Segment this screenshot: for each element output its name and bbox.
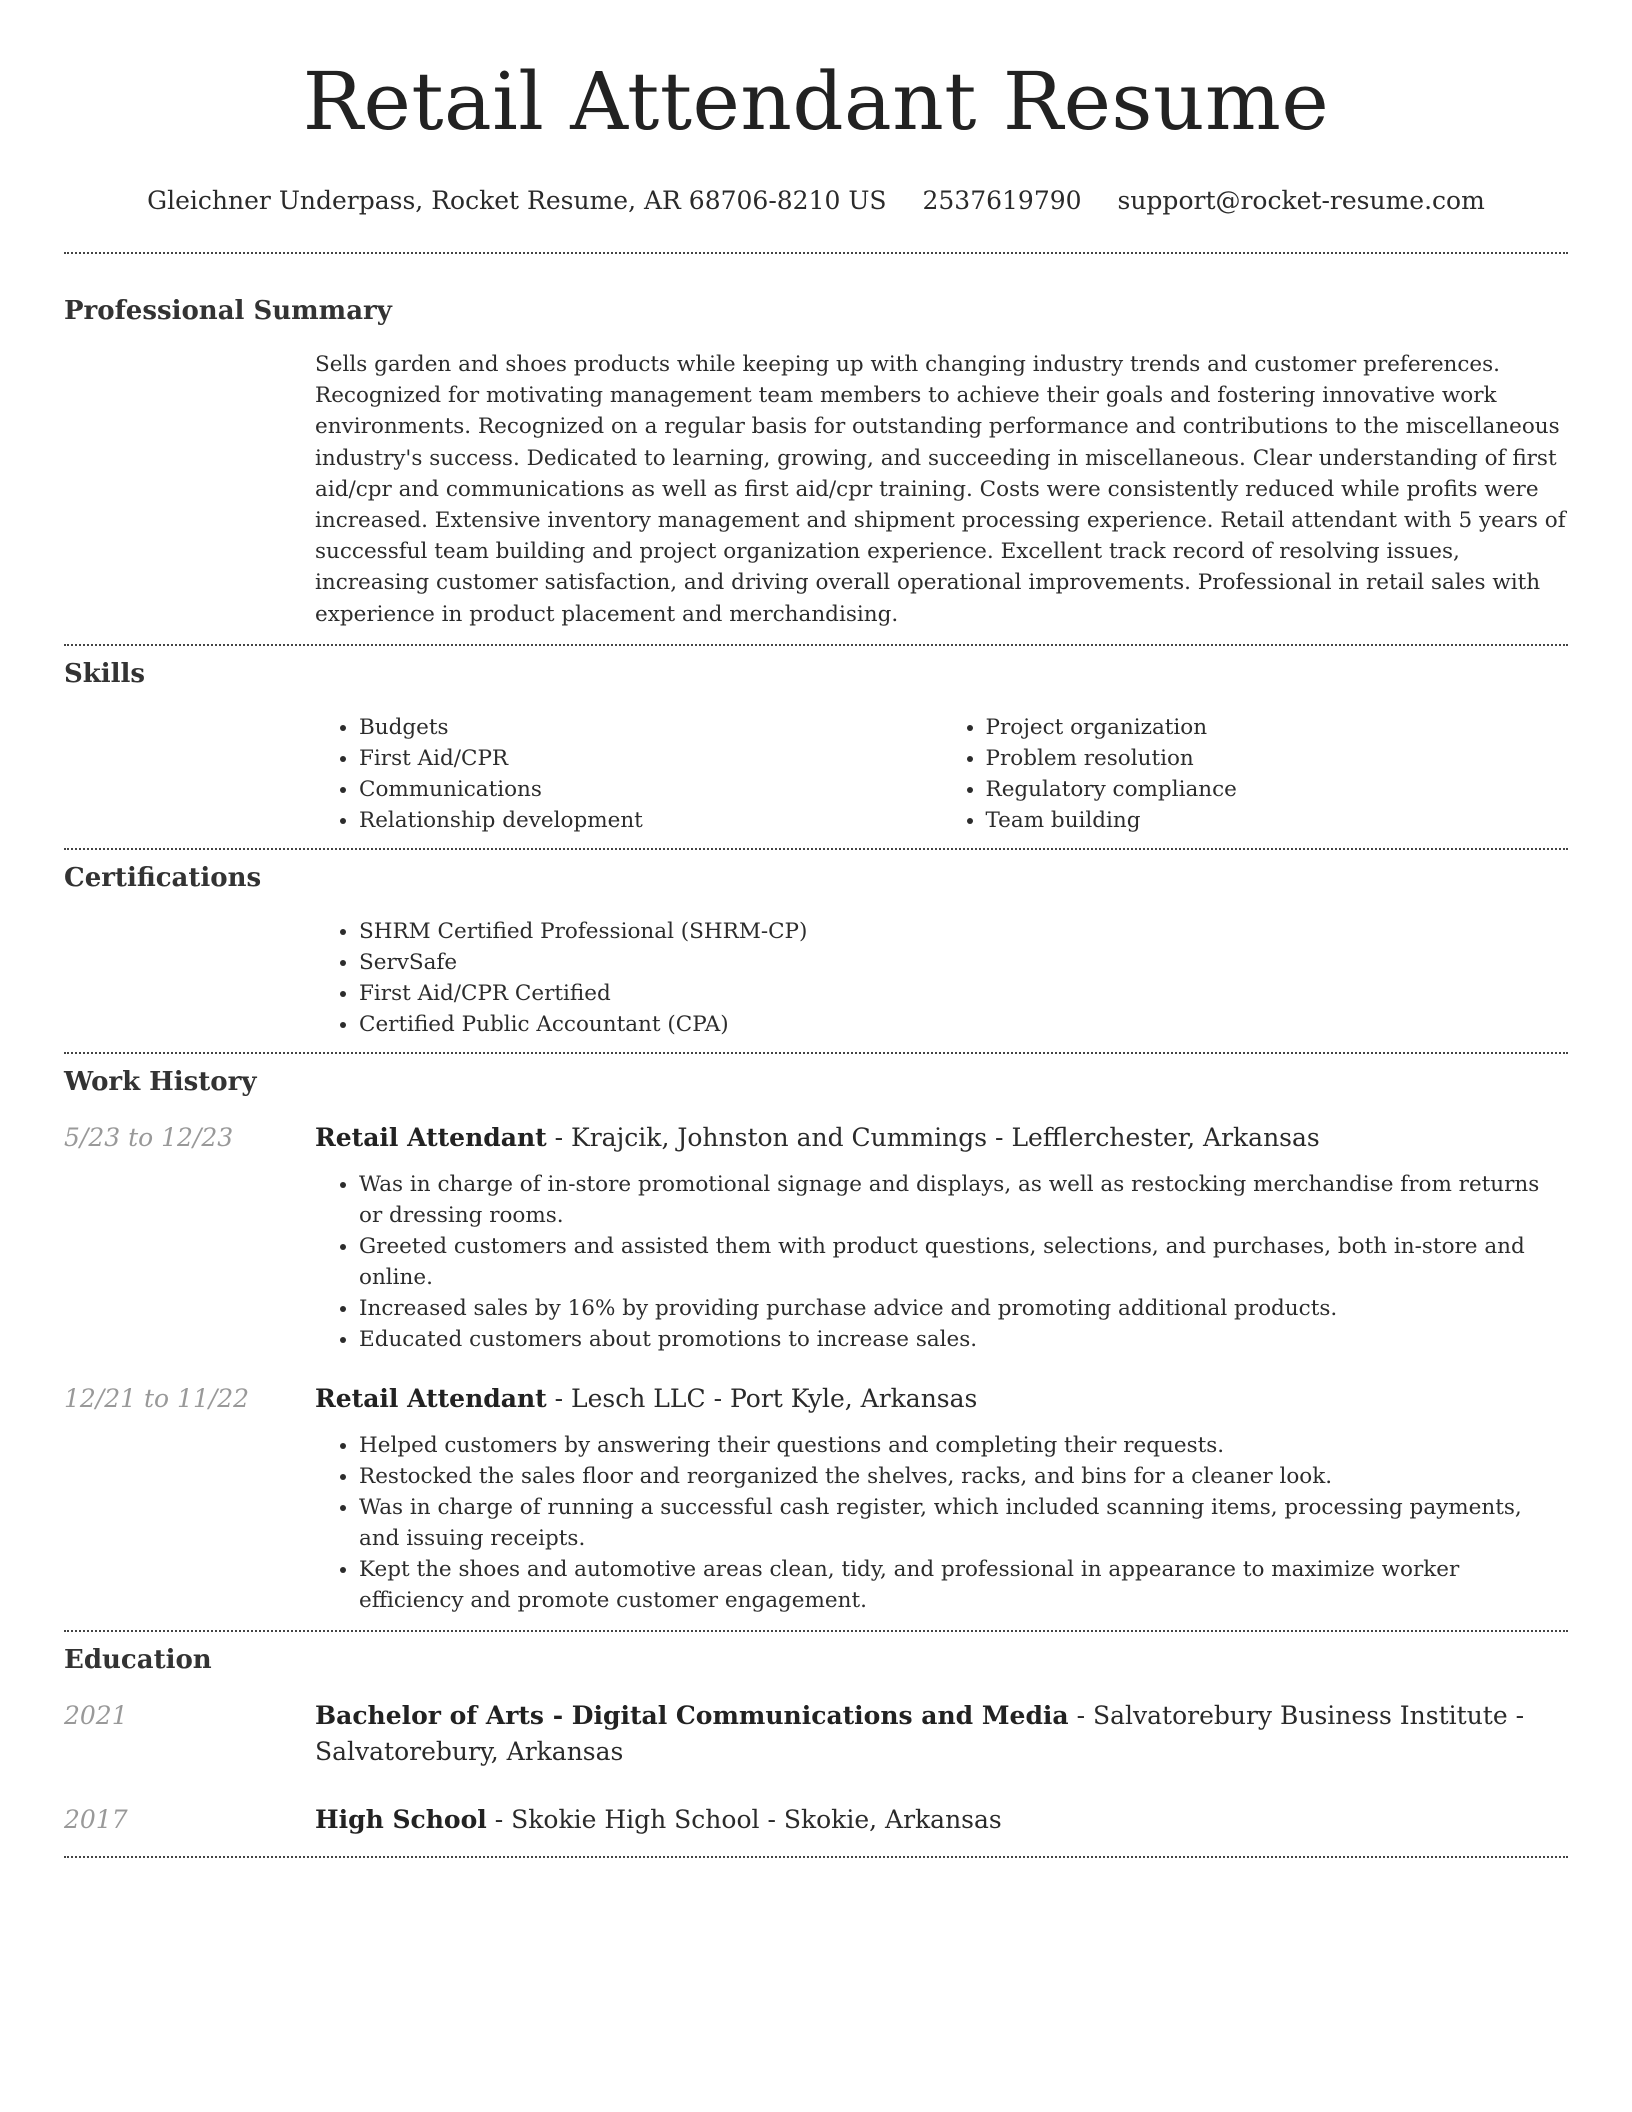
work-section: [64, 1064, 1568, 1616]
job-role: Retail Attendant: [315, 1383, 547, 1413]
certification-item: • SHRM Certified Professional (SHRM-CP): [359, 916, 1568, 947]
section-heading-education: Education: [64, 1644, 212, 1675]
contact-line: [64, 184, 1568, 218]
summary-text: Sells garden and shoes products while keeping up with changing industry trends and customer preferences. Recognized for motivating management team members to achieve their goals and fostering innovative work environments. Recognized on a regular basis for outstanding performance and contributions to the miscellaneous industry's success. Dedicated to learning, growing, and succeeding in miscellaneous. Clear understanding of first aid/cpr and communications as well as first aid/cpr training. Costs were consistently reduced while profits were increased. Extensive inventory management and shipment processing experience. Retail attendant with 5 years of successful team building and project organization experience. Excellent track record of resolving issues, increasing customer satisfaction, and driving overall operational improvements. Professional in retail sales with experience in product placement and merchandising.: [315, 352, 1566, 627]
job-bullet: • Helped customers by answering their questions and completing their requests.: [359, 1430, 1568, 1461]
divider: [64, 252, 1568, 254]
job-entry: [64, 1381, 1568, 1616]
divider: [64, 848, 1568, 850]
job-title: [315, 1381, 1568, 1417]
skills-grid: [315, 712, 1568, 836]
skills-list-right: [942, 712, 1569, 836]
job-bullets: [315, 1430, 1568, 1616]
skill-item: • Budgets: [359, 712, 942, 743]
skill-item: • Relationship development: [359, 805, 942, 836]
contact-phone: 2537619790: [922, 186, 1082, 215]
skill-item: • Regulatory compliance: [986, 774, 1569, 805]
certification-item: • Certified Public Accountant (CPA): [359, 1009, 1568, 1040]
section-heading-skills: Skills: [64, 658, 146, 689]
education-title: [315, 1698, 1568, 1770]
education-section: [64, 1642, 1568, 1838]
education-degree: High School: [315, 1804, 487, 1834]
job-bullets: [315, 1169, 1568, 1355]
job-bullet: • Kept the shoes and automotive areas clean, tidy, and professional in appearance to maximize worker efficiency and promote customer engagement.: [359, 1554, 1568, 1616]
contact-email: support@rocket-resume.com: [1117, 186, 1485, 215]
job-bullet: • Increased sales by 16% by providing purchase advice and promoting additional products.: [359, 1293, 1568, 1324]
education-entry: [64, 1698, 1568, 1770]
education-institution: - Salvatorebury Business Institute - Salvatorebury, Arkansas: [315, 1700, 1525, 1766]
job-title: [315, 1120, 1568, 1156]
education-year: 2017: [64, 1804, 128, 1834]
skill-item: • Project organization: [986, 712, 1569, 743]
skills-section: [64, 656, 1568, 836]
skill-item: • Team building: [986, 805, 1569, 836]
divider: [64, 1856, 1568, 1858]
education-year: 2021: [64, 1700, 128, 1730]
job-bullet: • Restocked the sales floor and reorganized the shelves, racks, and bins for a cleaner look.: [359, 1461, 1568, 1492]
job-role: Retail Attendant: [315, 1122, 547, 1152]
job-employer: - Lesch LLC - Port Kyle, Arkansas: [546, 1383, 978, 1413]
divider: [64, 1630, 1568, 1632]
skill-item: • Communications: [359, 774, 942, 805]
job-dates: 12/21 to 11/22: [64, 1383, 250, 1413]
skill-item: • Problem resolution: [986, 743, 1569, 774]
education-entry: [64, 1802, 1568, 1838]
job-bullet: • Educated customers about promotions to increase sales.: [359, 1324, 1568, 1355]
job-dates: 5/23 to 12/23: [64, 1122, 234, 1152]
section-heading-work: Work History: [64, 1066, 257, 1097]
certification-item: • ServSafe: [359, 947, 1568, 978]
section-heading-certifications: Certifications: [64, 862, 262, 893]
skills-list-left: [315, 712, 942, 836]
certifications-section: [64, 860, 1568, 1040]
divider: [64, 644, 1568, 646]
job-employer: - Krajcik, Johnston and Cummings - Lefflerchester, Arkansas: [546, 1122, 1320, 1152]
section-heading-summary: Professional Summary: [64, 296, 392, 326]
contact-address: Gleichner Underpass, Rocket Resume, AR 68706-8210 US: [147, 186, 887, 215]
education-degree: Bachelor of Arts - Digital Communications and Media: [315, 1700, 1069, 1730]
skill-item: • First Aid/CPR: [359, 743, 942, 774]
job-entry: [64, 1120, 1568, 1355]
page-title: Retail Attendant Resume: [302, 55, 1330, 148]
job-bullet: • Greeted customers and assisted them with product questions, selections, and purchases, both in-store and online.: [359, 1231, 1568, 1293]
summary-section: [64, 293, 1568, 630]
job-bullet: • Was in charge of running a successful cash register, which included scanning items, processing payments, and issuing receipts.: [359, 1492, 1568, 1554]
education-title: [315, 1802, 1568, 1838]
certifications-list: [315, 916, 1568, 1040]
job-bullet: • Was in charge of in-store promotional signage and displays, as well as restocking merchandise from returns or dressing rooms.: [359, 1169, 1568, 1231]
certification-item: • First Aid/CPR Certified: [359, 978, 1568, 1009]
divider: [64, 1052, 1568, 1054]
education-institution: - Skokie High School - Skokie, Arkansas: [486, 1804, 1002, 1834]
